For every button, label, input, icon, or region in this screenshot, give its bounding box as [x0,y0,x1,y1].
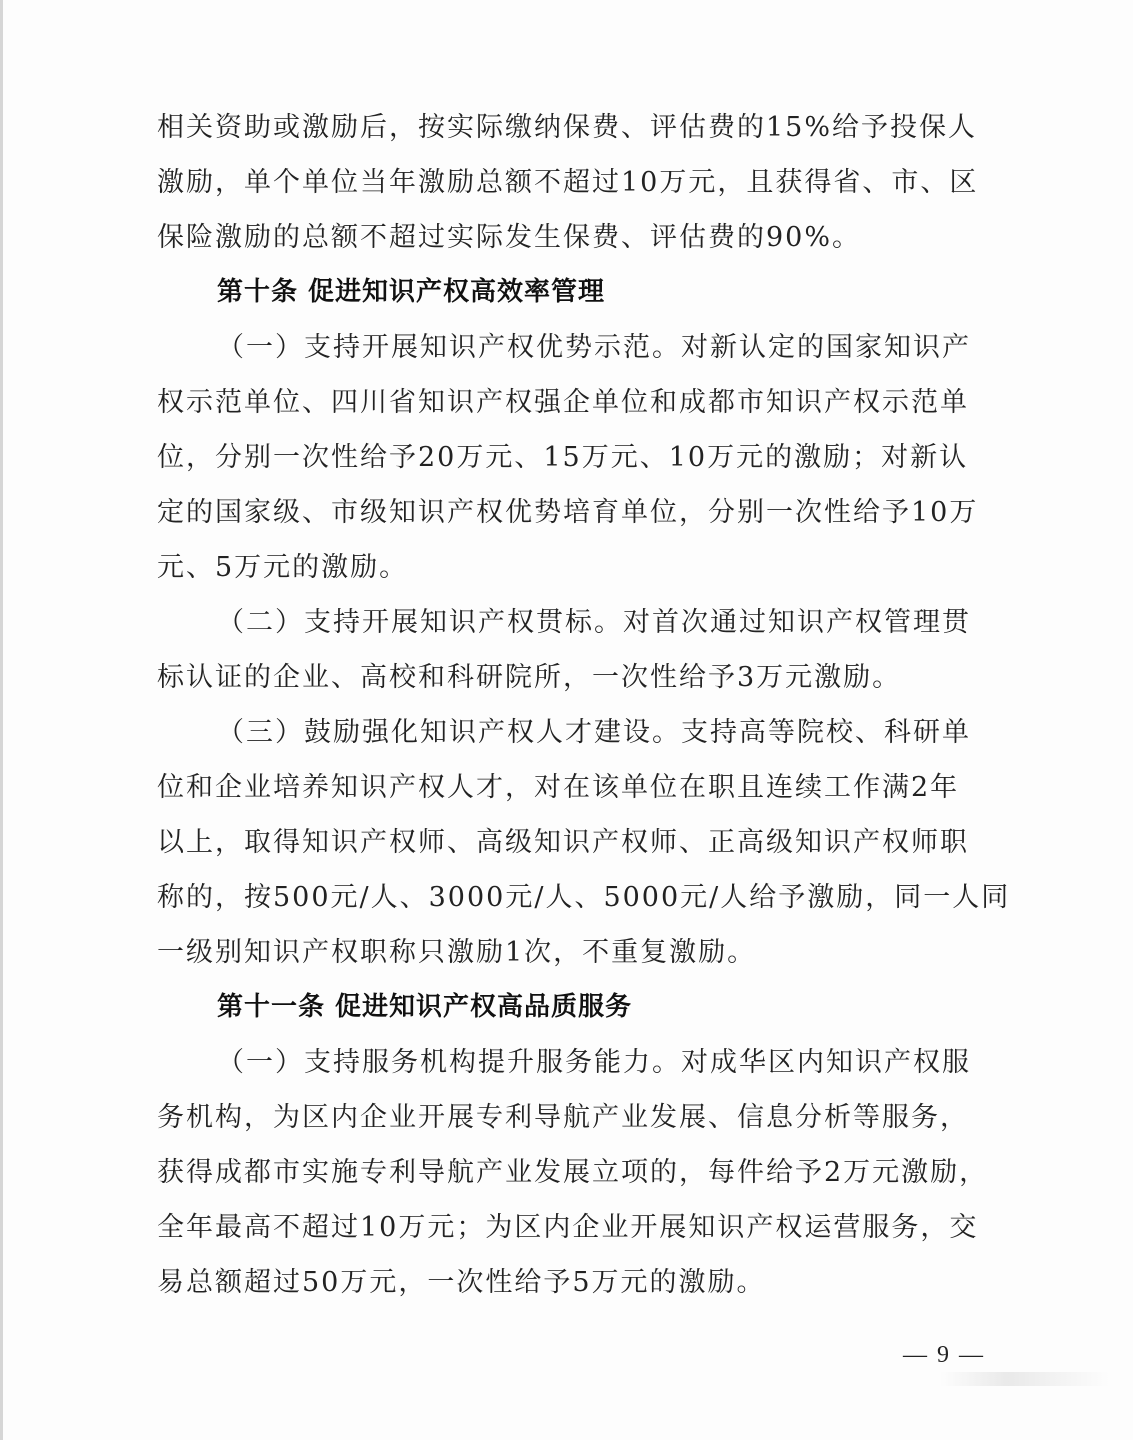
text-line: （三）鼓励强化知识产权人才建设。支持高等院校、科研单 [217,717,971,748]
text-line: 位，分别一次性给予20万元、15万元、10万元的激励；对新认 [157,442,969,473]
article-11-heading: 第十一条 促进知识产权高品质服务 [217,992,633,1022]
article-10-clause-2 [157,595,997,705]
text-line: 以上，取得知识产权师、高级知识产权师、正高级知识产权师职 [157,827,969,858]
text-line: 保险激励的总额不超过实际发生保费、评估费的90%。 [157,222,862,253]
text-line: 全年最高不超过10万元；为区内企业开展知识产权运营服务，交 [157,1212,979,1243]
text-line: 一级别知识产权职称只激励1次，不重复激励。 [157,937,757,968]
text-line: （二）支持开展知识产权贯标。对首次通过知识产权管理贯 [217,607,971,638]
text-line: 权示范单位、四川省知识产权强企单位和成都市知识产权示范单 [157,387,969,418]
page-number: — 9 — [903,1342,985,1368]
article-10-heading: 第十条 促进知识产权高效率管理 [217,277,606,307]
faint-watermark [940,1372,1110,1386]
article-11-clause-1 [157,1035,997,1310]
paragraph-insurance-continuation [157,100,997,265]
text-line: 定的国家级、市级知识产权优势培育单位，分别一次性给予10万 [157,497,979,528]
text-line: 相关资助或激励后，按实际缴纳保费、评估费的15%给予投保人 [157,112,978,143]
article-10-clause-3 [157,705,1011,980]
text-line: 元、5万元的激励。 [157,552,409,583]
text-line: 标认证的企业、高校和科研院所，一次性给予3万元激励。 [157,662,902,693]
text-line: 位和企业培养知识产权人才，对在该单位在职且连续工作满2年 [157,772,960,803]
document-body [157,100,1011,1310]
text-line: 激励，单个单位当年激励总额不超过10万元，且获得省、市、区 [157,167,979,198]
text-line: （一）支持开展知识产权优势示范。对新认定的国家知识产 [217,332,971,363]
text-line: 易总额超过50万元，一次性给予5万元的激励。 [157,1267,766,1298]
text-line: 务机构，为区内企业开展专利导航产业发展、信息分析等服务， [157,1102,969,1133]
article-10-clause-1 [157,320,997,595]
text-line: 获得成都市实施专利导航产业发展立项的，每件给予2万元激励， [157,1157,989,1188]
page-edge-shadow [0,0,3,1440]
text-line: 称的，按500元/人、3000元/人、5000元/人给予激励，同一人同 [157,882,1011,913]
text-line: （一）支持服务机构提升服务能力。对成华区内知识产权服 [217,1047,971,1078]
